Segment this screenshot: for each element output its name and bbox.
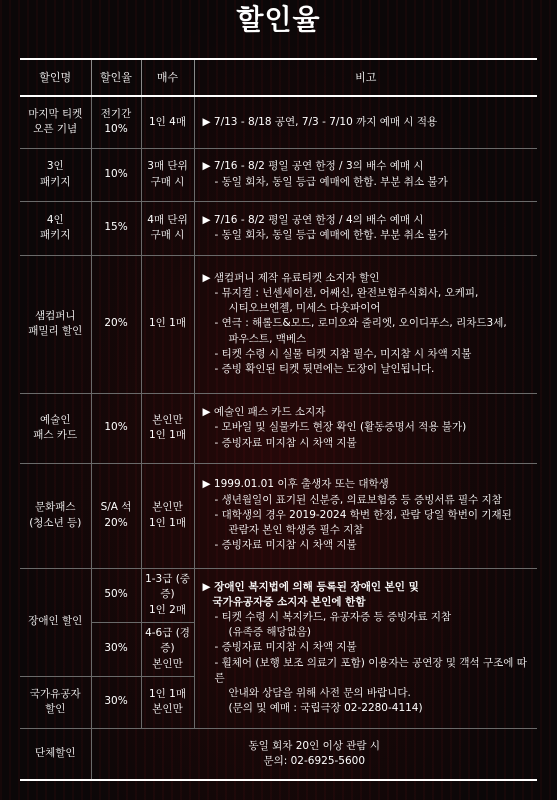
discount-name: 예술인 패스 카드: [20, 393, 91, 463]
table-row: [20, 568, 537, 622]
remarks: ▶ 장애인 복지법에 의해 등록된 장애인 본인 및 국가유공자증 소지자 본인에 한함 - 티켓 수령 시 복지카드, 유공자증 등 증빙자료 지참 (유족증 해당없음) - 증빙자료 미지참 시 차액 지불 - 휠체어 (보행 보조 의료기 포함) 이용자는 공연장 및 객석 구조에 따른 안내와 상담을 위해 사전 문의 바랍니다. (문의 및 예매 : 국립극장 02-2280-4114): [194, 568, 537, 728]
quantity: 1인 1매: [141, 255, 194, 393]
table-row: [20, 96, 537, 148]
discount-rate: 10%: [91, 148, 141, 201]
remarks: ▶ 샘컴퍼니 제작 유료티켓 소지자 할인 - 뮤지컬 : 넌센세이션, 어쌔신, 완전보험주식회사, 오케피, 시티오브엔젤, 미세스 다웃파이어 - 연극 : 해롤드&모드, 로미오와 줄리엣, 오이디푸스, 리차드3세, 파우스트, 맥베스 - 티켓 수령 시 실물 티켓 지참 필수, 미지참 시 차액 지불 - 증빙 확인된 티켓 뒷면에는 도장이 날인됩니다.: [194, 255, 537, 393]
table-header-row: [20, 59, 537, 96]
header-remarks: 비고: [194, 59, 537, 96]
discount-name: 마지막 티켓 오픈 기념: [20, 96, 91, 148]
table-row: [20, 255, 537, 393]
table-row: [20, 463, 537, 568]
header-quantity: 매수: [141, 59, 194, 96]
discount-rate: 10%: [91, 393, 141, 463]
header-discount-name: 할인명: [20, 59, 91, 96]
discount-name: 3인 패키지: [20, 148, 91, 201]
remarks: ▶ 예술인 패스 카드 소지자 - 모바일 및 실물카드 현장 확인 (활동증명서 적용 불가) - 증빙자료 미지참 시 차액 지불: [194, 393, 537, 463]
remarks: ▶ 7/16 - 8/2 평일 공연 한정 / 3의 배수 예매 시 - 동일 회차, 동일 등급 예매에 한함. 부분 취소 불가: [194, 148, 537, 201]
remarks: ▶ 7/13 - 8/18 공연, 7/3 - 7/10 까지 예매 시 적용: [194, 96, 537, 148]
remarks: ▶ 7/16 - 8/2 평일 공연 한정 / 4의 배수 예매 시 - 동일 회차, 동일 등급 예매에 한함. 부분 취소 불가: [194, 201, 537, 255]
discount-rate: 30%: [91, 622, 141, 676]
quantity: 1인 4매: [141, 96, 194, 148]
table-row: [20, 148, 537, 201]
page-title: 할인율: [236, 3, 321, 36]
table-row: [20, 201, 537, 255]
discount-name: 문화패스 (청소년 등): [20, 463, 91, 568]
discount-name: 4인 패키지: [20, 201, 91, 255]
discount-rate: 20%: [91, 255, 141, 393]
discount-rate: 50%: [91, 568, 141, 622]
discount-table: [20, 58, 537, 781]
quantity: 1-3급 (중증) 1인 2매: [141, 568, 194, 622]
quantity: 본인만 1인 1매: [141, 463, 194, 568]
remarks: ▶ 1999.01.01 이후 출생자 또는 대학생 - 생년월일이 표기된 신분증, 의료보험증 등 증빙서류 필수 지참 - 대학생의 경우 2019-2024 학번 한정, 관람 당일 학번이 기재된 관람자 본인 학생증 필수 지참 - 증빙자료 미지참 시 차액 지불: [194, 463, 537, 568]
quantity: 본인만 1인 1매: [141, 393, 194, 463]
discount-name: 샘컴퍼니 패밀리 할인: [20, 255, 91, 393]
discount-name: 국가유공자 할인: [20, 676, 91, 728]
discount-rate: 전기간 10%: [91, 96, 141, 148]
table-row: [20, 393, 537, 463]
quantity: 4-6급 (경증) 본인만: [141, 622, 194, 676]
discount-rate: 30%: [91, 676, 141, 728]
quantity: 3매 단위 구매 시: [141, 148, 194, 201]
remarks: 동일 회차 20인 이상 관람 시 문의: 02-6925-5600: [91, 728, 537, 780]
discount-rate: 15%: [91, 201, 141, 255]
header-discount-rate: 할인율: [91, 59, 141, 96]
discount-name: 장애인 할인: [20, 568, 91, 676]
discount-name: 단체할인: [20, 728, 91, 780]
quantity: 1인 1매 본인만: [141, 676, 194, 728]
quantity: 4매 단위 구매 시: [141, 201, 194, 255]
discount-rate: S/A 석 20%: [91, 463, 141, 568]
table-row: [20, 728, 537, 780]
